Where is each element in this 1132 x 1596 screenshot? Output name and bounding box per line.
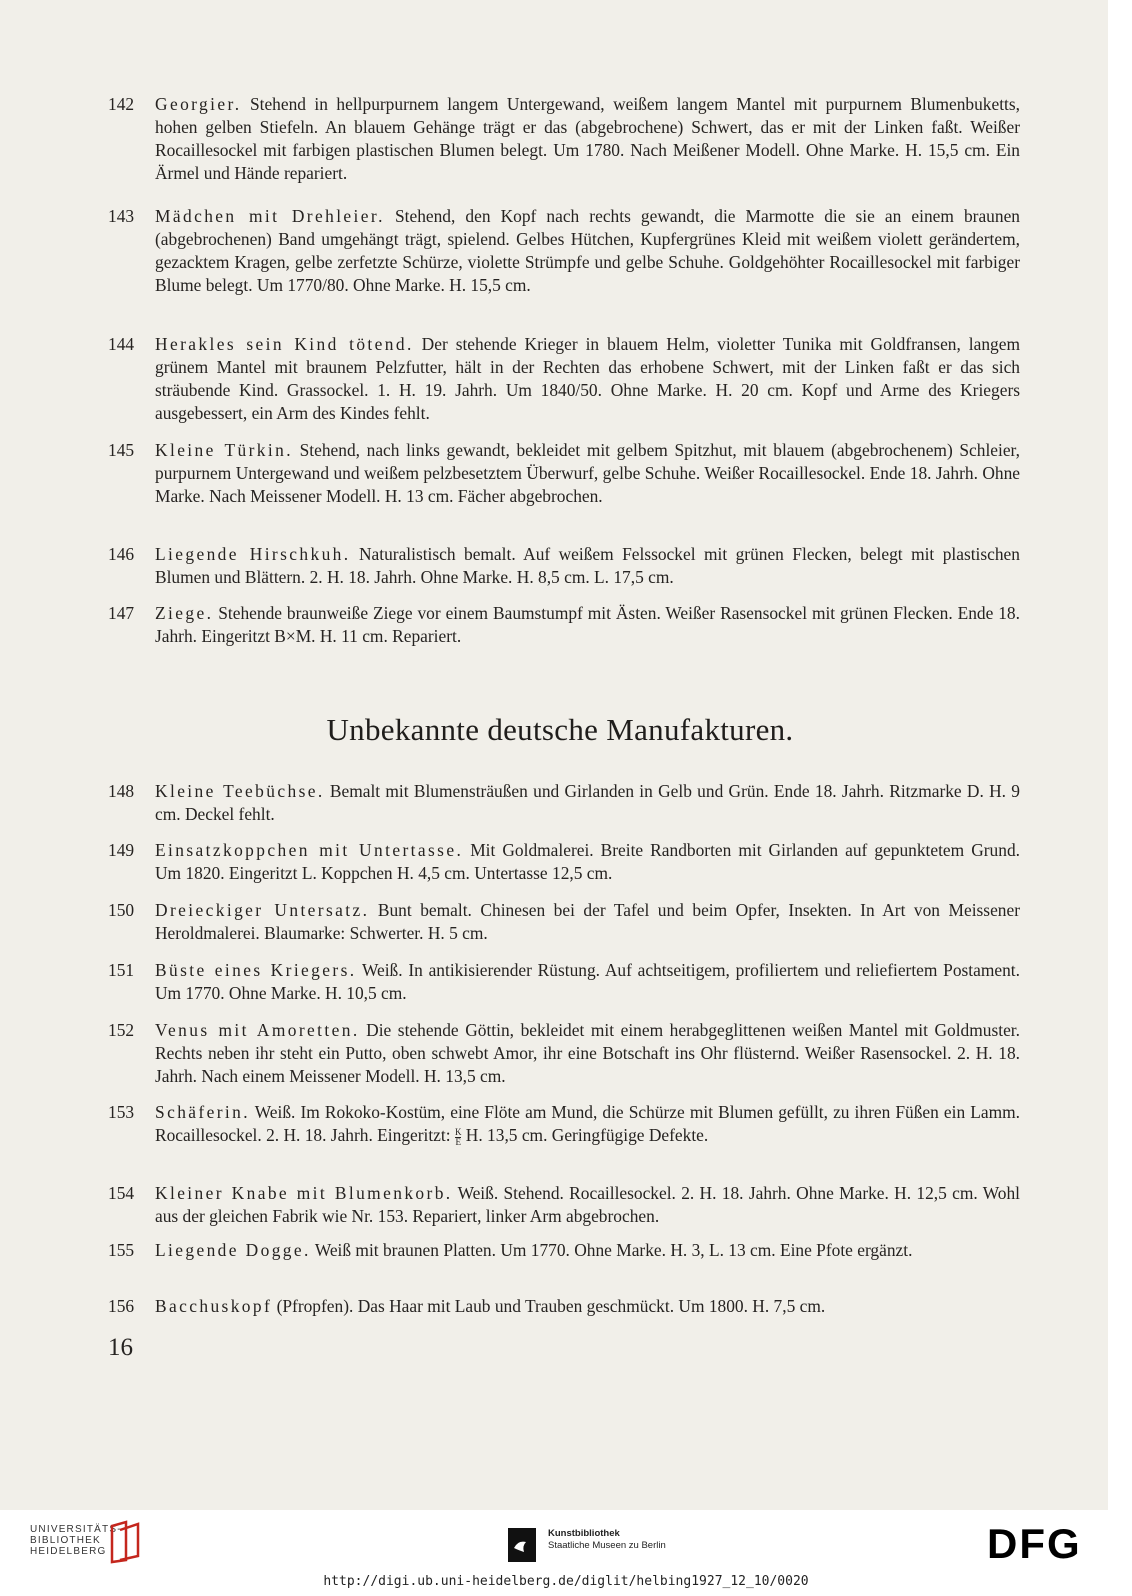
entry-text: Naturalistisch bemalt. Auf weißem Felssockel mit grünen Flecken, belegt mit plastischen Blumen und Blättern. 2. H. 18. Jahrh. Ohne Marke. H. 8,5 cm. L. 17,5 cm. <box>155 544 1020 587</box>
catalog-entry <box>108 333 1020 425</box>
entry-number: 150 <box>108 900 135 920</box>
entry-text: Mit Goldmalerei. Breite Randborten mit Girlanden auf gepunktetem Grund. Um 1820. Eingeritzt L. Koppchen H. 4,5 cm. Untertasse 12,5 cm. <box>155 840 1020 883</box>
catalog-entry <box>108 93 1020 185</box>
entry-text: Weiß. Stehend. Rocaillesockel. 2. H. 18. Jahrh. Ohne Marke. H. 12,5 cm. Wohl aus der gleichen Fabrik wie Nr. 153. Repariert, linker Arm abgebrochen. <box>155 1183 1020 1226</box>
kunstbibliothek-mark-icon <box>508 1528 536 1562</box>
entry-text: Weiß. In antikisierender Rüstung. Auf achtseitigem, profiliertem und reliefiertem Postament. Um 1770. Ohne Marke. H. 10,5 cm. <box>155 960 1020 1003</box>
entry-text: Weiß mit braunen Platten. Um 1770. Ohne Marke. H. 3, L. 13 cm. Eine Pfote ergänzt. <box>314 1240 913 1260</box>
entry-text: Die stehende Göttin, bekleidet mit einem herabgeglittenen weißen Mantel mit Goldmuster. Rechts neben ihr steht ein Putto, oben schwebt Amor, ihr eine Botschaft ins Ohr flüsternd. Weißer Rasensockel. 2. H. 18. Jahrh. Nach einem Meissener Modell. H. 13,5 cm. <box>155 1020 1020 1086</box>
entry-text: Bemalt mit Blumensträußen und Girlanden in Gelb und Grün. Ende 18. Jahrh. Ritzmarke D. H. 9 cm. Deckel fehlt. <box>155 781 1020 824</box>
entry-number: 149 <box>108 840 135 860</box>
entry-title: Einsatzkoppchen mit Untertasse. <box>155 840 464 860</box>
entry-number: 155 <box>108 1240 135 1260</box>
catalog-entry <box>108 1295 1020 1318</box>
entry-title: Schäferin. <box>155 1102 250 1122</box>
entry-number: 147 <box>108 603 135 623</box>
page-number: 16 <box>108 1334 133 1361</box>
entry-text: Stehende braunweiße Ziege vor einem Baumstumpf mit Ästen. Weißer Rasensockel mit grünen Flecken. Ende 18. Jahrh. Eingeritzt B×M. H. 11 cm. Repariert. <box>155 603 1020 646</box>
entry-text: Stehend in hellpurpurnem langem Untergewand, weißem langem Mantel mit purpurnem Blumenbuketts, hohen gelben Stiefeln. An blauem Gehänge trägt er das (abgebrochene) Schwert, das er mit der Linken faßt. Weißer Rocaillesockel mit farbigen plastischen Blumen belegt. Um 1780. Nach Meißener Modell. Ohne Marke. H. 15,5 cm. Ein Ärmel und Hände repariert. <box>155 94 1020 183</box>
catalog-entry <box>108 1239 1020 1262</box>
entry-title: Georgier. <box>155 94 242 114</box>
catalog-entry <box>108 899 1020 945</box>
entry-text: Weiß. Im Rokoko-Kostüm, eine Flöte am Mund, die Schürze mit Blumen gefüllt, zu ihren Füßen ein Lamm. Rocaillesockel. 2. H. 18. Jahrh. Eingeritzt: <box>155 1102 1020 1145</box>
dfg-logo-icon[interactable] <box>987 1518 1097 1566</box>
entry-number: 142 <box>108 94 135 114</box>
entry-text: (Pfropfen). Das Haar mit Laub und Trauben geschmückt. Um 1800. H. 7,5 cm. <box>276 1296 826 1316</box>
catalog-entry <box>108 1101 1020 1147</box>
uni-logo-line: HEIDELBERG <box>30 1546 107 1557</box>
university-library-logo[interactable] <box>24 1524 144 1564</box>
entry-title: Kleine Türkin. <box>155 440 293 460</box>
incised-mark <box>455 1128 462 1147</box>
entry-number: 152 <box>108 1020 135 1040</box>
entry-title: Dreieckiger Untersatz. <box>155 900 370 920</box>
entry-title: Liegende Dogge. <box>155 1240 311 1260</box>
catalog-entry <box>108 1019 1020 1088</box>
catalog-entry <box>108 839 1020 885</box>
catalog-entry <box>108 780 1020 826</box>
kunstbibliothek-name: Kunstbibliothek <box>548 1528 620 1539</box>
scan-edge <box>1108 0 1120 1510</box>
entry-number: 146 <box>108 544 135 564</box>
uni-logo-line: UNIVERSITÄTS- <box>30 1524 122 1535</box>
section-heading: Unbekannte deutsche Manufakturen. <box>326 712 794 747</box>
entry-number: 143 <box>108 206 135 226</box>
entry-text: Der stehende Krieger in blauem Helm, violetter Tunika mit Goldfransen, langem grünem Mantel mit braunem Pelzfutter, hält in der Rechten das erhobene Schwert, mit der Linken faßt er das sich sträubende Kind. Grassockel. 1. H. 19. Jahrh. Um 1840/50. Ohne Marke. H. 20 cm. Kopf und Arme des Kriegers ausgebessert, ein Arm des Kindes fehlt. <box>155 334 1020 423</box>
entry-number: 151 <box>108 960 135 980</box>
entry-title: Kleiner Knabe mit Blumenkorb. <box>155 1183 453 1203</box>
entry-title: Herakles sein Kind tötend. <box>155 334 414 354</box>
entry-title: Venus mit Amoretten. <box>155 1020 360 1040</box>
catalog-entry <box>108 959 1020 1005</box>
entry-text: Stehend, nach links gewandt, bekleidet mit gelbem Spitzhut, mit blauem (abgebrochenem) Schleier, purpurnem Untergewand und weißem pelzbesetztem Überwurf, gelbe Schuhe. Weißer Rocaillesockel. Ende 18. Jahrh. Ohne Marke. Nach Meissener Modell. H. 13 cm. Fächer abgebrochen. <box>155 440 1020 506</box>
entry-title: Kleine Teebüchse. <box>155 781 325 801</box>
catalog-entry <box>108 543 1020 589</box>
entry-title: Ziege. <box>155 603 214 623</box>
entry-number: 154 <box>108 1183 135 1203</box>
entry-text: Bunt bemalt. Chinesen bei der Tafel und beim Opfer, Insekten. In Art von Meissener Heroldmalerei. Blaumarke: Schwerter. H. 5 cm. <box>155 900 1020 943</box>
entry-text-after: H. 13,5 cm. Geringfügige Defekte. <box>465 1125 709 1145</box>
entry-number: 153 <box>108 1102 135 1122</box>
kunstbibliothek-logo[interactable] <box>508 1528 708 1564</box>
uni-logo-mark-icon <box>108 1520 144 1564</box>
source-url-link[interactable]: http://digi.ub.uni-heidelberg.de/diglit/helbing1927_12_10/0020 <box>323 1574 809 1589</box>
entry-title: Mädchen mit Drehleier. <box>155 206 385 226</box>
entry-title: Büste eines Kriegers. <box>155 960 357 980</box>
entry-title: Liegende Hirschkuh. <box>155 544 351 564</box>
dfg-logo-text: DFG <box>987 1520 1082 1566</box>
mark-top: K <box>454 1126 462 1137</box>
entry-number: 145 <box>108 440 135 460</box>
entry-number: 156 <box>108 1296 135 1316</box>
entry-number: 144 <box>108 334 135 354</box>
kunstbibliothek-subtitle: Staatliche Museen zu Berlin <box>548 1540 666 1551</box>
entry-title: Bacchuskopf <box>155 1296 273 1316</box>
catalog-entry <box>108 1182 1020 1228</box>
entry-text: Stehend, den Kopf nach rechts gewandt, die Marmotte die sie an einem braunen (abgebrochenen) Band umgehängt trägt, spielend. Gelbes Hütchen, Kupfergrünes Kleid mit weißem violett gerändertem, gezacktem Kragen, gelbe zerfetzte Schürze, violette Strümpfe und gelbe Schuhe. Goldgehöhter Rocaillesockel mit farbiger Blume belegt. Um 1770/80. Ohne Marke. H. 15,5 cm. <box>155 206 1020 295</box>
uni-logo-line: BIBLIOTHEK <box>30 1535 101 1546</box>
catalog-entry <box>108 439 1020 508</box>
entry-number: 148 <box>108 781 135 801</box>
catalog-entry <box>108 602 1020 648</box>
footer-bar <box>0 1510 1132 1596</box>
catalog-entry <box>108 205 1020 297</box>
mark-bottom: E <box>455 1136 461 1147</box>
